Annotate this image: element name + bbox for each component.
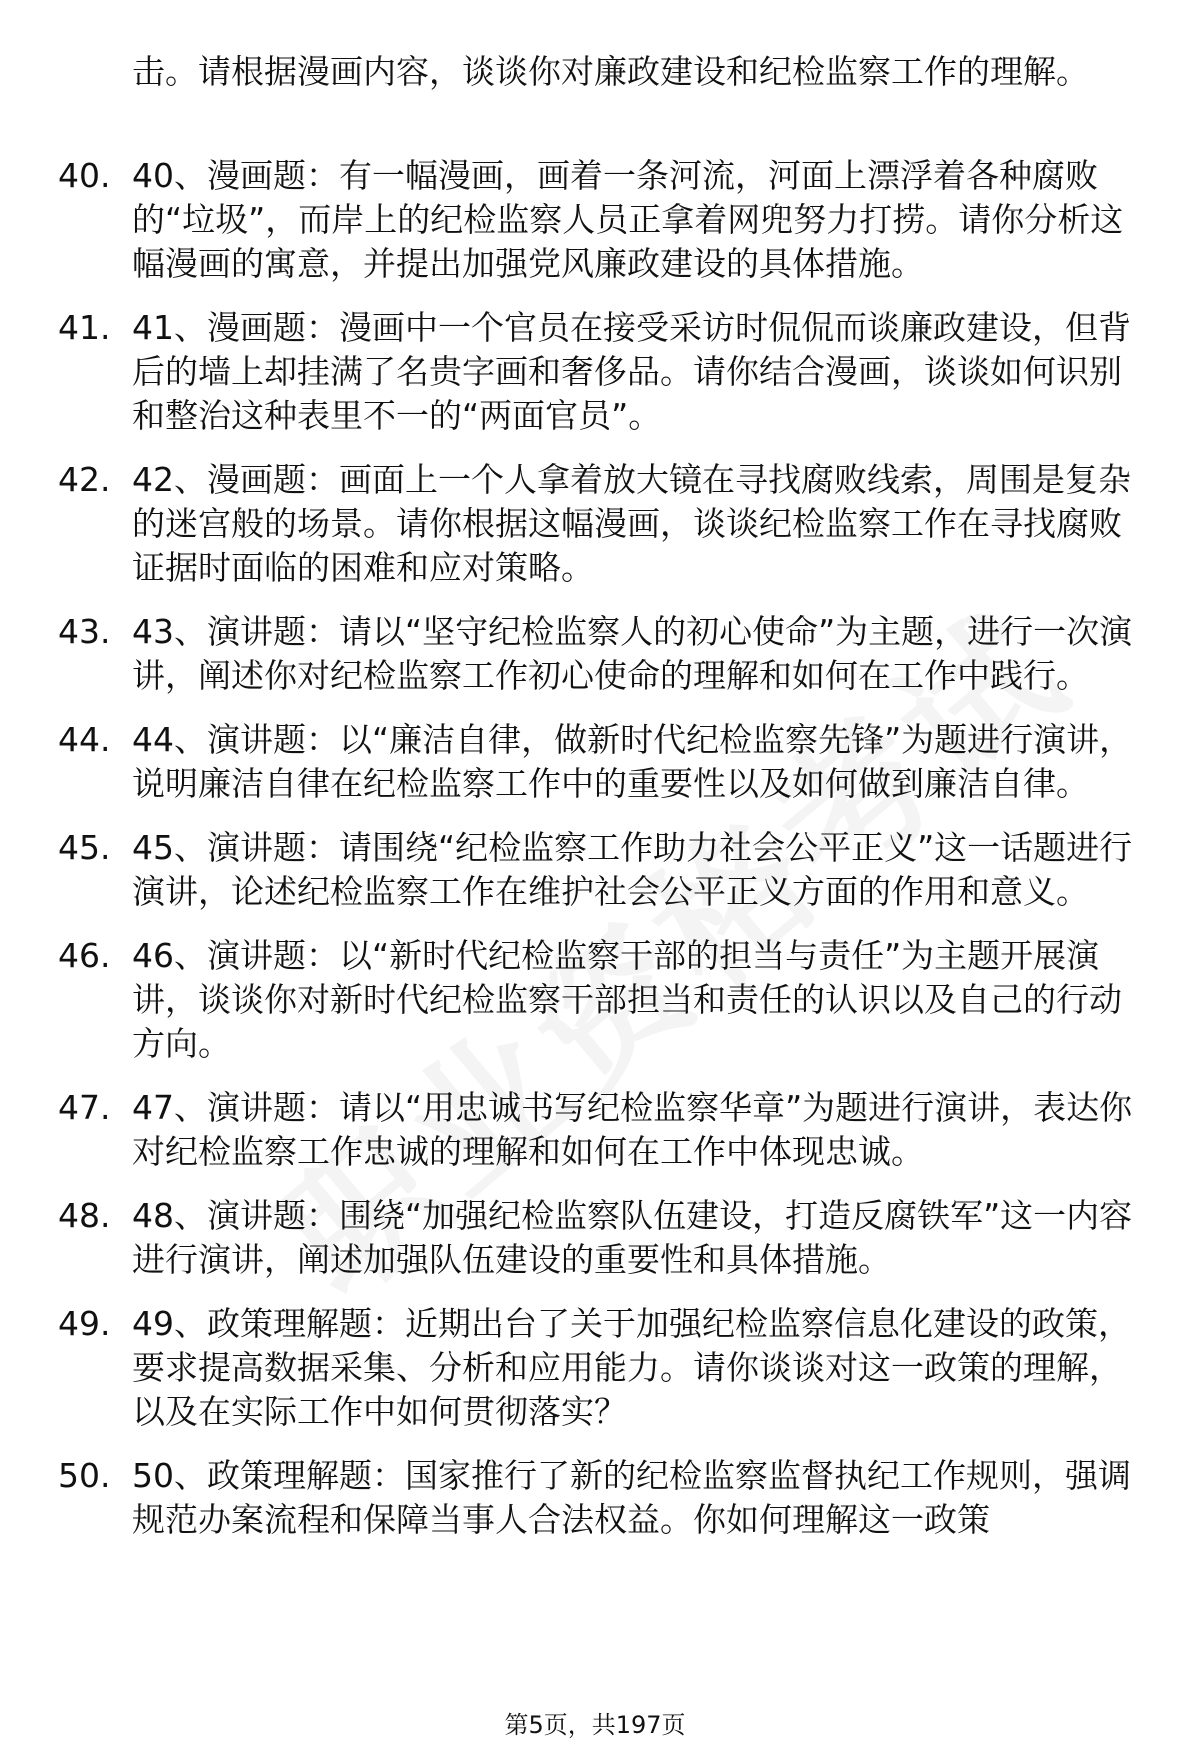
question-item (0, 934, 1144, 1066)
question-number: 44. (58, 720, 111, 759)
question-item (0, 306, 1144, 438)
question-item (0, 1086, 1144, 1174)
question-number: 45. (58, 828, 111, 867)
question-item (0, 458, 1144, 590)
question-item (0, 1302, 1144, 1434)
question-text: 49、政策理解题：近期出台了关于加强纪检监察信息化建设的政策，要求提高数据采集、分析和应用能力。请你谈谈对这一政策的理解，以及在实际工作中如何贯彻落实？ (132, 1304, 1131, 1431)
question-number: 42. (58, 460, 111, 499)
question-number: 40. (58, 156, 111, 195)
question-number: 41. (58, 308, 111, 347)
question-text: 47、演讲题：请以“用忠诚书写纪检监察华章”为题进行演讲，表达你对纪检监察工作忠诚的理解和如何在工作中体现忠诚。 (132, 1088, 1133, 1171)
question-number: 43. (58, 612, 111, 651)
question-item (0, 826, 1144, 914)
question-text: 48、演讲题：围绕“加强纪检监察队伍建设，打造反腐铁军”这一内容进行演讲，阐述加强队伍建设的重要性和具体措施。 (132, 1196, 1133, 1279)
question-number: 50. (58, 1456, 111, 1495)
question-text: 50、政策理解题：国家推行了新的纪检监察监督执纪工作规则，强调规范办案流程和保障当事人合法权益。你如何理解这一政策 (132, 1456, 1131, 1539)
question-text: 43、演讲题：请以“坚守纪检监察人的初心使命”为主题，进行一次演讲，阐述你对纪检监察工作初心使命的理解和如何在工作中践行。 (132, 612, 1133, 695)
question-number: 48. (58, 1196, 111, 1235)
page-footer: 第5页，共197页 (504, 1711, 686, 1739)
question-item (0, 154, 1144, 286)
question-number: 46. (58, 936, 111, 975)
question-text: 45、演讲题：请围绕“纪检监察工作助力社会公平正义”这一话题进行演讲，论述纪检监察工作在维护社会公平正义方面的作用和意义。 (132, 828, 1133, 911)
question-item (0, 718, 1144, 806)
question-text: 46、演讲题：以“新时代纪检监察干部的担当与责任”为主题开展演讲，谈谈你对新时代纪检监察干部担当和责任的认识以及自己的行动方向。 (132, 936, 1122, 1063)
question-item (0, 610, 1144, 698)
question-text: 44、演讲题：以“廉洁自律，做新时代纪检监察先锋”为题进行演讲，说明廉洁自律在纪检监察工作中的重要性以及如何做到廉洁自律。 (132, 720, 1133, 803)
question-item (0, 1194, 1144, 1282)
question-list (0, 154, 1190, 1562)
question-text: 41、漫画题：漫画中一个官员在接受采访时侃侃而谈廉政建设，但背后的墙上却挂满了名贵字画和奢侈品。请你结合漫画，谈谈如何识别和整治这种表里不一的“两面官员”。 (132, 308, 1131, 435)
question-number: 49. (58, 1304, 111, 1343)
question-text: 42、漫画题：画面上一个人拿着放大镜在寻找腐败线索，周围是复杂的迷宫般的场景。请你根据这幅漫画，谈谈纪检监察工作在寻找腐败证据时面临的困难和应对策略。 (132, 460, 1131, 587)
question-number: 47. (58, 1088, 111, 1127)
continuation-text: 击。请根据漫画内容，谈谈你对廉政建设和纪检监察工作的理解。 (132, 52, 1089, 91)
question-item (0, 1454, 1144, 1542)
question-text: 40、漫画题：有一幅漫画，画着一条河流，河面上漂浮着各种腐败的“垃圾”，而岸上的纪检监察人员正拿着网兜努力打捞。请你分析这幅漫画的寓意，并提出加强党风廉政建设的具体措施。 (132, 156, 1124, 283)
